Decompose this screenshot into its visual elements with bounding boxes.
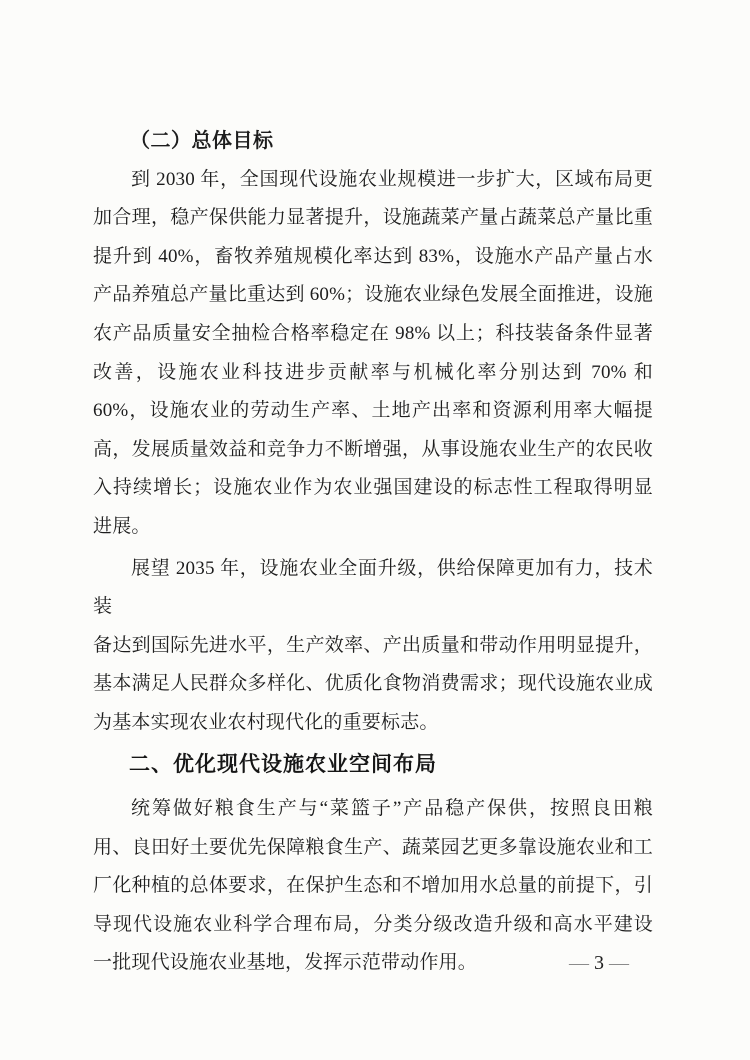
text-line: 厂化种植的总体要求，在保护生态和不增加用水总量的前提下，引	[93, 875, 653, 897]
text-line: 一批现代设施农业基地，发挥示范带动作用。	[93, 952, 478, 974]
text-line: 导现代设施农业科学合理布局，分类分级改造升级和高水平建设	[93, 913, 653, 935]
text-line: 用、良田好土要优先保障粮食生产、蔬菜园艺更多靠设施农业和工	[93, 836, 653, 858]
section-heading: 二、优化现代设施农业空间布局	[129, 752, 437, 776]
page-footer	[569, 950, 629, 976]
text-line: 产品养殖总产量比重达到 60%；设施农业绿色发展全面推进，设施	[93, 284, 653, 306]
text-line: 高，发展质量效益和竞争力不断增强，从事设施农业生产的农民收	[93, 438, 653, 460]
text-line: 入持续增长；设施农业作为农业强国建设的标志性工程取得明显	[93, 477, 653, 499]
text-line: 备达到国际先进水平，生产效率、产出质量和带动作用明显提升，	[93, 634, 653, 656]
paragraph-2035-outlook	[93, 550, 653, 743]
text-line: 60%，设施农业的劳动生产率、土地产出率和资源利用率大幅提	[93, 400, 653, 422]
text-line: 为基本实现农业农村现代化的重要标志。	[93, 711, 439, 733]
subsection-heading: （二）总体目标	[130, 130, 274, 152]
page-number: 3	[594, 952, 604, 974]
footer-dash-right: —	[609, 952, 629, 974]
text-line: 展望 2035 年，设施农业全面升级，供给保障更加有力，技术装	[93, 557, 653, 618]
paragraph-overall-goals	[93, 161, 653, 547]
text-line: 提升到 40%，畜牧养殖规模化率达到 83%，设施水产品产量占水	[93, 245, 653, 267]
footer-dash-left: —	[569, 952, 589, 974]
text-line: 基本满足人民群众多样化、优质化食物消费需求；现代设施农业成	[93, 673, 653, 695]
text-line: 进展。	[93, 515, 151, 537]
text-line: 农产品质量安全抽检合格率稳定在 98% 以上；科技装备条件显著	[93, 322, 653, 344]
text-line: 到 2030 年，全国现代设施农业规模进一步扩大，区域布局更	[131, 168, 653, 190]
document-content	[93, 122, 653, 983]
text-line: 加合理，稳产保供能力显著提升，设施蔬菜产量占蔬菜总产量比重	[93, 207, 653, 229]
text-line: 改善，设施农业科技进步贡献率与机械化率分别达到 70% 和	[93, 361, 653, 383]
text-line: 统筹做好粮食生产与“菜篮子”产品稳产保供，按照良田粮	[131, 798, 653, 820]
